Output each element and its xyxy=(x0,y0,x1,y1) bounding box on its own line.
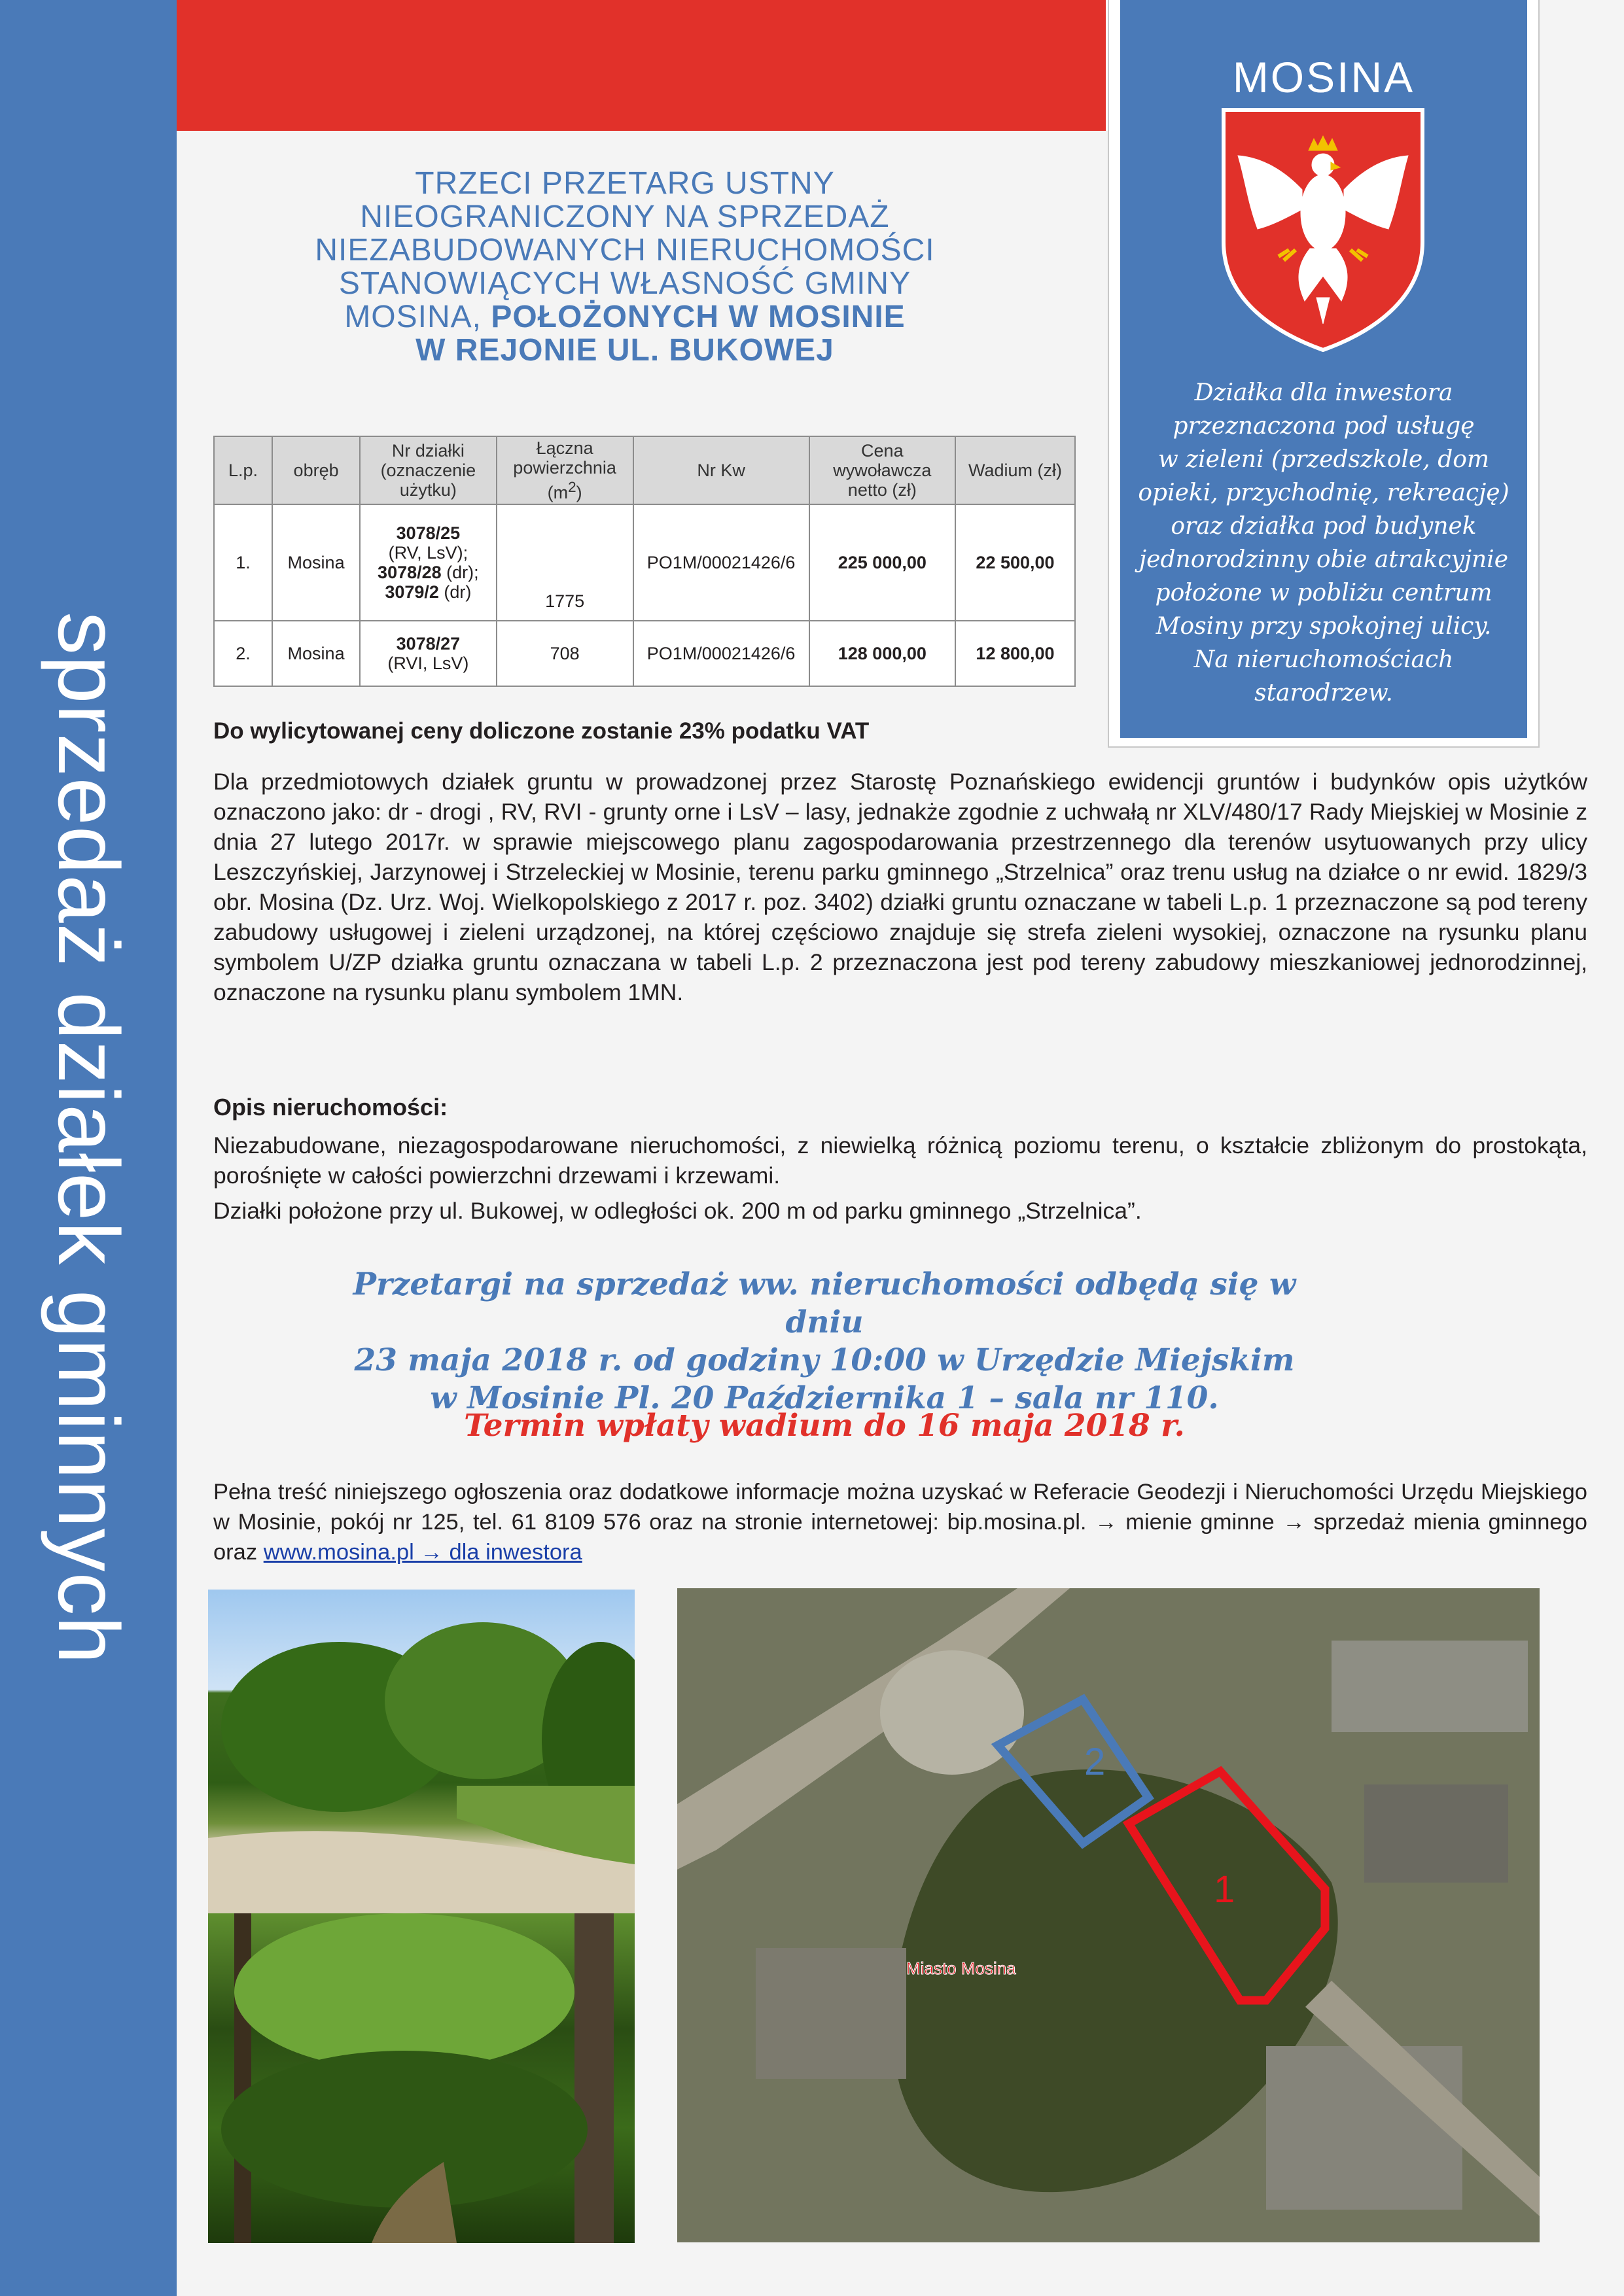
title-line: TRZECI PRZETARG USTNY xyxy=(415,166,835,201)
road-photo-drawing xyxy=(208,1590,635,1923)
cell-obreb: Mosina xyxy=(272,504,360,621)
title-line: MOSINA, POŁOŻONYCH W MOSINIE xyxy=(344,300,906,334)
announcement-title xyxy=(249,167,1001,367)
cell-nr-kw: PO1M/00021426/6 xyxy=(633,621,809,686)
promo-line: Na nieruchomościach xyxy=(1193,646,1454,673)
contact-info xyxy=(213,1477,1587,1567)
col-cena: Cena wywoławcza netto (zł) xyxy=(809,436,955,504)
description-heading: Opis nieruchomości: xyxy=(213,1094,448,1121)
col-nr-kw: Nr Kw xyxy=(633,436,809,504)
promo-line: położone w pobliżu centrum xyxy=(1155,580,1492,606)
title-line: STANOWIĄCYCH WŁASNOŚĆ GMINY xyxy=(338,266,911,301)
title-line: NIEZABUDOWANYCH NIERUCHOMOŚCI xyxy=(315,233,935,268)
col-wadium: Wadium (zł) xyxy=(955,436,1075,504)
promo-line: Działka dla inwestora xyxy=(1194,379,1453,406)
cell-cena: 225 000,00 xyxy=(809,504,955,621)
coat-of-arms-logo xyxy=(1218,105,1428,353)
deadline-notice: Termin wpłaty wadium do 16 maja 2018 r. xyxy=(464,1408,1185,1444)
description-text: Niezabudowane, niezagospodarowane nieruchomości, z niewielką różnicą poziomu terenu, o kształcie zbliżonym do prostokąta, porośnięte w całości powierzchni drzewami i krzewami. xyxy=(213,1132,1587,1189)
auction-info xyxy=(314,1266,1335,1418)
cell-nr-dzialki: 3078/25 (RV, LsV); 3078/28 (dr); 3079/2 (dr) xyxy=(360,504,497,621)
crest-caption: MOSINA xyxy=(1232,53,1415,101)
cell-nr-dzialki: 3078/27 (RVI, LsV) xyxy=(360,621,497,686)
promo-line: przeznaczona pod usługę xyxy=(1173,413,1475,440)
forest-photo-drawing xyxy=(208,1913,635,2243)
promo-line: opieki, przychodnię, rekreację) xyxy=(1138,479,1509,506)
cell-powierzchnia: 708 xyxy=(497,621,633,686)
promo-line: starodrzew. xyxy=(1254,680,1393,706)
contact-text: Pełna treść niniejszego ogłoszenia oraz dodatkowe informacje można uzyskać w Referacie Geodezji i Nieruchomości Urzędu Miejskiego w Mosinie, pokój nr 125, tel. 61 8109 576 oraz na stronie internetowej: bip.mosina.pl. → mienie gminne → sprzedaż mienia gminnego oraz xyxy=(213,1480,1587,1565)
cell-cena: 128 000,00 xyxy=(809,621,955,686)
col-lp: L.p. xyxy=(214,436,272,504)
table-header-row xyxy=(214,436,1075,504)
aerial-map-drawing xyxy=(677,1588,1540,2242)
col-nr-dzialki: Nr działki (oznaczenie użytku) xyxy=(360,436,497,504)
promo-line: w zieleni (przedszkole, dom xyxy=(1157,446,1490,473)
cell-lp: 2. xyxy=(214,621,272,686)
cell-lp: 1. xyxy=(214,504,272,621)
auction-line: w Mosinie Pl. 20 Października 1 – sala nr 110. xyxy=(430,1380,1219,1416)
promo-line: Mosiny przy spokojnej ulicy. xyxy=(1156,613,1492,640)
forest-photo xyxy=(208,1913,635,2243)
promo-line: jednorodzinny obie atrakcyjnie xyxy=(1139,546,1508,573)
cell-wadium: 22 500,00 xyxy=(955,504,1075,621)
cell-powierzchnia: 1775 xyxy=(497,504,633,621)
plots-table xyxy=(213,436,1076,687)
col-obreb: obręb xyxy=(272,436,360,504)
title-line: W REJONIE UL. BUKOWEJ xyxy=(415,333,834,368)
vat-note: Do wylicytowanej ceny doliczone zostanie 23% podatku VAT xyxy=(213,718,870,744)
promo-text xyxy=(1132,376,1515,710)
title-line: NIEOGRANICZONY NA SPRZEDAŻ xyxy=(360,200,890,234)
cell-obreb: Mosina xyxy=(272,621,360,686)
map-place-label: Miasto Mosina xyxy=(906,1958,1016,1978)
aerial-map xyxy=(677,1588,1540,2242)
location-text: Działki położone przy ul. Bukowej, w odległości ok. 200 m od parku gminnego „Strzelnica”. xyxy=(213,1198,1142,1224)
col-powierzchnia: Łączna powierzchnia $(m^2)$ xyxy=(497,436,633,504)
auction-line: Przetargi na sprzedaż ww. nieruchomości odbędą się w dniu xyxy=(353,1266,1296,1340)
header-red-band xyxy=(177,0,1106,131)
promo-line: oraz działka pod budynek xyxy=(1171,513,1477,540)
cell-nr-kw: PO1M/00021426/6 xyxy=(633,504,809,621)
investor-link[interactable]: www.mosina.pl → dla inwestora xyxy=(263,1540,582,1565)
zoning-paragraph: Dla przedmiotowych działek gruntu w prowadzonej przez Starostę Poznańskiego ewidencji gruntów i budynków opis użytków oznaczono jako: dr - drogi , RV, RVI - grunty orne i LsV – lasy, jednakże zgodnie z uchwałą nr XLV/480/17 Rady Miejskiej w Mosinie z dnia 27 lutego 2017r. w sprawie miejscowego planu zagospodarowania przestrzennego dla terenów usytuowanych przy ulicy Leszczyńskiej, Jarzynowej i Strzeleckiej w Mosinie, terenu parku gminnego „Strzelnica” oraz trenu usług na działce o nr ewid. 1829/3 obr. Mosina (Dz. Urz. Woj. Wielkopolskiego z 2017 r. poz. 3402) działki gruntu oznaczane w tabeli L.p. 1 przeznaczone są pod tereny zabudowy usługowej i zieleni urządzonej, na której częściowo znajduje się strefa zieleni wysokiej, oznaczone na rysunku planu symbolem U/ZP działka gruntu oznaczana w tabeli L.p. 2 przeznaczona jest pod tereny zabudowy mieszkaniowej jednorodzinnej, oznaczone na rysunku planu symbolem 1MN. xyxy=(213,769,1587,1005)
road-photo xyxy=(208,1590,635,1923)
sidebar-title: sprzedaż działek gminnych xyxy=(41,612,137,1665)
cell-wadium: 12 800,00 xyxy=(955,621,1075,686)
plot-2-label: 2 xyxy=(1084,1741,1106,1783)
table-row xyxy=(214,621,1075,686)
plot-1-label: 1 xyxy=(1214,1868,1235,1911)
auction-line: 23 maja 2018 r. od godziny 10:00 w Urzędzie Miejskim xyxy=(354,1342,1295,1378)
table-row xyxy=(214,504,1075,621)
